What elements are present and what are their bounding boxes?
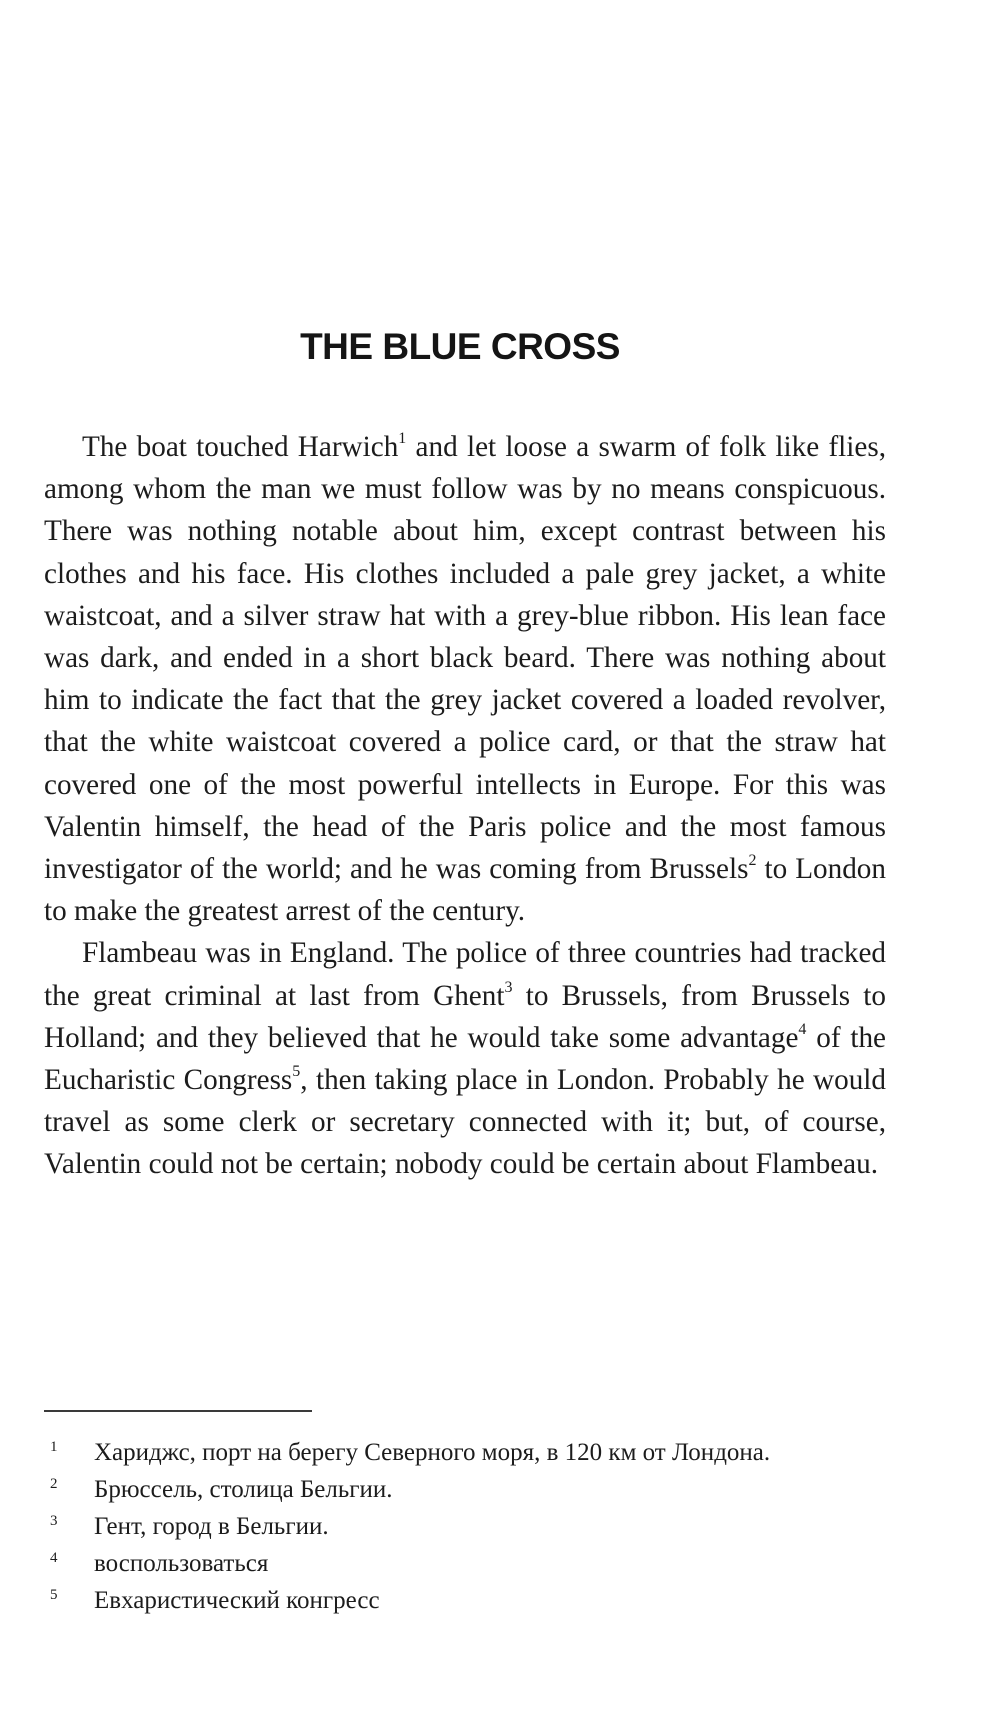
footnote-number: 4 xyxy=(50,1550,58,1566)
footnote-ref-2: 2 xyxy=(748,852,757,870)
paragraph-2-part-3: of the Eucharistic Congress xyxy=(44,1021,886,1097)
body-text xyxy=(44,426,886,1186)
footnote-text: Гент, город в Бельгии. xyxy=(94,1513,329,1540)
footnote-ref-4: 4 xyxy=(798,1021,807,1039)
footnote-ref-1: 1 xyxy=(398,430,407,448)
paragraph-2 xyxy=(44,932,886,1185)
paragraph-2-part-1: Flambeau was in England. The police of three countries had tracked the great criminal at last from Ghent xyxy=(44,937,886,1012)
chapter-title: THE BLUE CROSS xyxy=(300,326,620,367)
footnote-2 xyxy=(50,1473,910,1510)
footnote-number: 1 xyxy=(50,1439,58,1455)
footnote-4 xyxy=(50,1547,910,1584)
paragraph-1-part-3: to London to make the greatest arrest of the century. xyxy=(44,853,886,928)
footnote-number: 3 xyxy=(50,1513,58,1529)
footnote-number: 5 xyxy=(50,1587,58,1603)
footnote-3 xyxy=(50,1510,910,1547)
paragraph-1-part-2: and let loose a swarm of folk like flies, among whom the man we must follow was by no means conspicuous. There was nothing notable about him, except contrast between his clothes and his face. His clothes included a pale grey jacket, a white waistcoat, and a silver straw hat with a grey-blue ribbon. His lean face was dark, and ended in a short black beard. There was nothing about him to indicate the fact that the grey jacket covered a loaded revolver, that the white waistcoat covered a police card, or that the straw hat covered one of the most powerful intellects in Europe. For this was Valentin himself, the head of the Paris police and the most famous investigator of the world; and he was coming from Brussels xyxy=(44,431,886,886)
footnote-5 xyxy=(50,1584,910,1621)
footnote-1 xyxy=(50,1436,910,1473)
footnote-text: воспользоваться xyxy=(94,1550,269,1577)
footnote-text: Брюссель, столица Бельгии. xyxy=(94,1476,393,1503)
footnote-number: 2 xyxy=(50,1476,58,1492)
footnote-divider xyxy=(44,1410,312,1412)
paragraph-2-part-2: to Brussels, from Brussels to Holland; and they believed that he would take some advantage xyxy=(44,979,887,1054)
paragraph-1 xyxy=(44,426,886,932)
footnotes xyxy=(50,1436,910,1621)
footnote-text: Хариджс, порт на берегу Северного моря, в 120 км от Лондона. xyxy=(94,1439,771,1466)
footnote-ref-5: 5 xyxy=(292,1063,301,1081)
paragraph-1-part-1: The boat touched Harwich xyxy=(82,431,399,463)
footnote-ref-3: 3 xyxy=(504,978,513,996)
paragraph-2-part-4: , then taking place in London. Probably he would travel as some clerk or secretary connected with it; but, of course, Valentin could not be certain; nobody could be certain about Flambeau. xyxy=(44,1064,886,1181)
footnote-text: Евхаристический конгресс xyxy=(94,1587,380,1614)
